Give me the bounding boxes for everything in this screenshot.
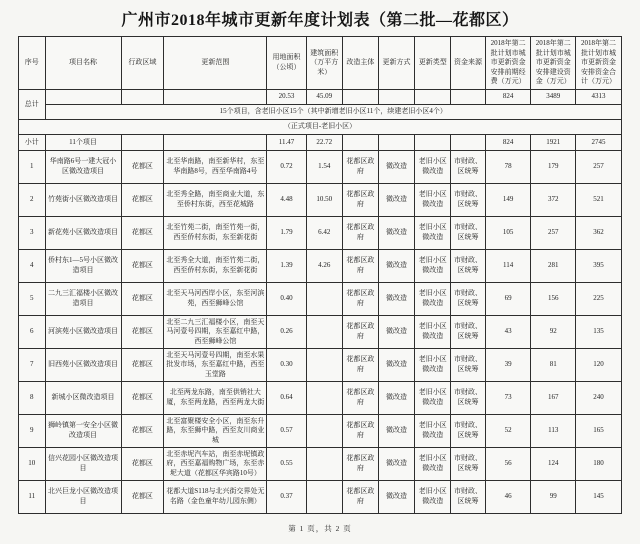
cell-district: 花都区 xyxy=(121,283,164,316)
cell-scope: 北至二九三汇福楼小区，南至天马河壹号四期，东至嘉红中路，西至狮峰公馆 xyxy=(164,316,267,349)
cell-type: 老旧小区微改造 xyxy=(415,481,451,514)
cell-subject: 花都区政府 xyxy=(342,415,378,448)
cell-district: 花都区 xyxy=(121,415,164,448)
cell-project-name: 狮岭镇第一安全小区微改造项目 xyxy=(45,415,121,448)
cell-build-fund: 257 xyxy=(531,217,576,250)
table-row xyxy=(19,448,622,481)
col-header-project-name: 项目名称 xyxy=(45,37,121,90)
cell-no: 9 xyxy=(19,415,46,448)
cell-method: 微改造 xyxy=(378,250,414,283)
table-cell xyxy=(164,90,267,105)
cell-type: 老旧小区微改造 xyxy=(415,349,451,382)
cell-no: 6 xyxy=(19,316,46,349)
cell-no: 1 xyxy=(19,151,46,184)
cell-type: 老旧小区微改造 xyxy=(415,151,451,184)
table-row xyxy=(19,415,622,448)
table-cell xyxy=(121,135,164,151)
cell-pre-fund: 52 xyxy=(485,415,531,448)
col-header-source: 资金来源 xyxy=(451,37,485,90)
col-header-type: 更新类型 xyxy=(415,37,451,90)
cell-district: 花都区 xyxy=(121,151,164,184)
cell-method: 微改造 xyxy=(378,283,414,316)
table-row xyxy=(19,349,622,382)
cell-scope: 北至竹苑二街，南至竹苑一街，西至侨村东街，东至新花街 xyxy=(164,217,267,250)
cell-source: 市财政、区统筹 xyxy=(451,250,485,283)
cell-pre-fund: 78 xyxy=(485,151,531,184)
cell-type: 老旧小区微改造 xyxy=(415,382,451,415)
plan-table xyxy=(18,36,622,514)
cell-subject: 花都区政府 xyxy=(342,382,378,415)
table-cell xyxy=(415,135,451,151)
cell-project-name: 河滨苑小区微改造项目 xyxy=(45,316,121,349)
cell-sum-fund: 135 xyxy=(576,316,622,349)
cell-build-fund: 81 xyxy=(531,349,576,382)
cell-sum-fund: 240 xyxy=(576,382,622,415)
cell-type: 老旧小区微改造 xyxy=(415,184,451,217)
cell-building-area xyxy=(306,349,342,382)
col-header-pre-fund: 2018年第二批计划市城市更新资金安排前期经费（万元） xyxy=(485,37,531,90)
cell-no: 10 xyxy=(19,448,46,481)
cell-project-name: 华南路6号一建大冠小区微改造项目 xyxy=(45,151,121,184)
cell-pre-fund: 73 xyxy=(485,382,531,415)
cell-build-fund: 113 xyxy=(531,415,576,448)
cell-sum-fund: 362 xyxy=(576,217,622,250)
cell-scope: 北至秀全路，南至商业大道，东至侨村东街，西至花城路 xyxy=(164,184,267,217)
table-cell xyxy=(342,135,378,151)
cell-pre-fund: 46 xyxy=(485,481,531,514)
cell-no: 5 xyxy=(19,283,46,316)
cell-district: 花都区 xyxy=(121,316,164,349)
cell-building-area xyxy=(306,481,342,514)
cell-building-area: 1.54 xyxy=(306,151,342,184)
cell-source: 市财政、区统筹 xyxy=(451,283,485,316)
cell-source: 市财政、区统筹 xyxy=(451,349,485,382)
cell-source: 市财政、区统筹 xyxy=(451,382,485,415)
table-row xyxy=(19,184,622,217)
col-header-total-fund: 2018年第二批计划市城市更新资金安排资金合计（万元） xyxy=(576,37,622,90)
subtotal-build-fund: 1921 xyxy=(531,135,576,151)
cell-district: 花都区 xyxy=(121,184,164,217)
cell-sum-fund: 225 xyxy=(576,283,622,316)
table-row xyxy=(19,250,622,283)
cell-scope: 北至天马河西岸小区，东至河滨苑，西至狮峰公馆 xyxy=(164,283,267,316)
table-body xyxy=(19,151,622,514)
cell-building-area xyxy=(306,382,342,415)
col-header-building-area: 建筑面积（万平方米） xyxy=(306,37,342,90)
cell-land-area: 0.40 xyxy=(267,283,306,316)
table-cell xyxy=(451,135,485,151)
cell-district: 花都区 xyxy=(121,481,164,514)
document-title: 广州市2018年城市更新年度计划表（第二批—花都区） xyxy=(121,12,519,29)
cell-build-fund: 372 xyxy=(531,184,576,217)
table-row xyxy=(19,217,622,250)
cell-pre-fund: 56 xyxy=(485,448,531,481)
cell-build-fund: 167 xyxy=(531,382,576,415)
cell-no: 3 xyxy=(19,217,46,250)
total-sum-fund: 4313 xyxy=(576,90,622,105)
col-header-land-area: 用地面积（公顷） xyxy=(267,37,306,90)
col-header-district: 行政区域 xyxy=(121,37,164,90)
cell-pre-fund: 43 xyxy=(485,316,531,349)
subtotal-pre-fund: 824 xyxy=(485,135,531,151)
cell-pre-fund: 114 xyxy=(485,250,531,283)
col-header-method: 更新方式 xyxy=(378,37,414,90)
cell-sum-fund: 257 xyxy=(576,151,622,184)
section-row xyxy=(19,120,622,135)
cell-subject: 花都区政府 xyxy=(342,448,378,481)
cell-land-area: 0.26 xyxy=(267,316,306,349)
col-header-subject: 改造主体 xyxy=(342,37,378,90)
table-row xyxy=(19,283,622,316)
cell-type: 老旧小区微改造 xyxy=(415,415,451,448)
cell-scope: 花都大道S118与北兴街交界处无名路（金色童年幼儿园东侧） xyxy=(164,481,267,514)
cell-land-area: 1.79 xyxy=(267,217,306,250)
cell-land-area: 0.30 xyxy=(267,349,306,382)
cell-source: 市财政、区统筹 xyxy=(451,217,485,250)
col-header-no: 序号 xyxy=(19,37,46,90)
cell-land-area: 1.39 xyxy=(267,250,306,283)
table-cell xyxy=(121,90,164,105)
cell-no: 11 xyxy=(19,481,46,514)
cell-building-area: 10.50 xyxy=(306,184,342,217)
table-cell xyxy=(342,90,378,105)
subtotal-label: 小计 xyxy=(19,135,46,151)
cell-source: 市财政、区统筹 xyxy=(451,448,485,481)
total-building-area: 45.09 xyxy=(306,90,342,105)
cell-building-area xyxy=(306,283,342,316)
total-note: 15个项目，含老旧小区15个（其中新增老旧小区11个，续建老旧小区4个） xyxy=(45,105,621,120)
cell-pre-fund: 69 xyxy=(485,283,531,316)
cell-method: 微改造 xyxy=(378,217,414,250)
cell-sum-fund: 120 xyxy=(576,349,622,382)
cell-sum-fund: 165 xyxy=(576,415,622,448)
cell-build-fund: 124 xyxy=(531,448,576,481)
cell-source: 市财政、区统筹 xyxy=(451,151,485,184)
total-pre-fund: 824 xyxy=(485,90,531,105)
cell-build-fund: 92 xyxy=(531,316,576,349)
cell-method: 微改造 xyxy=(378,184,414,217)
cell-build-fund: 179 xyxy=(531,151,576,184)
cell-project-name: 竹苑街小区微改造项目 xyxy=(45,184,121,217)
cell-subject: 花都区政府 xyxy=(342,316,378,349)
cell-method: 微改造 xyxy=(378,151,414,184)
col-header-scope: 更新范围 xyxy=(164,37,267,90)
cell-method: 微改造 xyxy=(378,448,414,481)
total-row xyxy=(19,90,622,105)
cell-sum-fund: 145 xyxy=(576,481,622,514)
cell-subject: 花都区政府 xyxy=(342,481,378,514)
subtotal-name: 11个项目 xyxy=(45,135,121,151)
cell-sum-fund: 180 xyxy=(576,448,622,481)
cell-source: 市财政、区统筹 xyxy=(451,481,485,514)
cell-scope: 北至秀全大道，南至竹苑二街，西至侨村东街，东至新花街 xyxy=(164,250,267,283)
cell-method: 微改造 xyxy=(378,481,414,514)
cell-method: 微改造 xyxy=(378,316,414,349)
section-label: （正式项目-老旧小区） xyxy=(19,120,622,135)
cell-district: 花都区 xyxy=(121,349,164,382)
cell-scope: 北至富聚楼安全小区，南至东升路，东至狮中路，西至友川商业城 xyxy=(164,415,267,448)
cell-subject: 花都区政府 xyxy=(342,283,378,316)
cell-pre-fund: 105 xyxy=(485,217,531,250)
cell-no: 8 xyxy=(19,382,46,415)
cell-project-name: 新花苑小区微改造项目 xyxy=(45,217,121,250)
cell-method: 微改造 xyxy=(378,349,414,382)
cell-scope: 北至天马河壹号四期，南至水果批发市场，东至嘉红中路，西至玉堂路 xyxy=(164,349,267,382)
cell-build-fund: 99 xyxy=(531,481,576,514)
cell-scope: 北至华南路，南至新华村，东至华南路8号，西至华南路4号 xyxy=(164,151,267,184)
cell-method: 微改造 xyxy=(378,382,414,415)
cell-no: 4 xyxy=(19,250,46,283)
cell-subject: 花都区政府 xyxy=(342,250,378,283)
cell-no: 2 xyxy=(19,184,46,217)
cell-sum-fund: 521 xyxy=(576,184,622,217)
cell-project-name: 信兴花园小区微改造项目 xyxy=(45,448,121,481)
cell-source: 市财政、区统筹 xyxy=(451,316,485,349)
cell-subject: 花都区政府 xyxy=(342,349,378,382)
cell-district: 花都区 xyxy=(121,382,164,415)
cell-pre-fund: 39 xyxy=(485,349,531,382)
cell-project-name: 侨村东1—5号小区微改造项目 xyxy=(45,250,121,283)
col-header-build-fund: 2018年第二批计划市城市更新资金安排建设资金（万元） xyxy=(531,37,576,90)
cell-land-area: 0.64 xyxy=(267,382,306,415)
cell-source: 市财政、区统筹 xyxy=(451,415,485,448)
cell-build-fund: 281 xyxy=(531,250,576,283)
total-land-area: 20.53 xyxy=(267,90,306,105)
table-row xyxy=(19,151,622,184)
cell-type: 老旧小区微改造 xyxy=(415,448,451,481)
cell-project-name: 新城小区微改造项目 xyxy=(45,382,121,415)
cell-type: 老旧小区微改造 xyxy=(415,217,451,250)
cell-land-area: 0.55 xyxy=(267,448,306,481)
table-cell xyxy=(45,90,121,105)
cell-project-name: 旧西苑小区微改造项目 xyxy=(45,349,121,382)
cell-type: 老旧小区微改造 xyxy=(415,283,451,316)
cell-land-area: 4.48 xyxy=(267,184,306,217)
cell-pre-fund: 149 xyxy=(485,184,531,217)
cell-scope: 北至两龙东路，南至供销社大厦，东至两龙路，西至两龙大街 xyxy=(164,382,267,415)
cell-method: 微改造 xyxy=(378,415,414,448)
cell-building-area: 6.42 xyxy=(306,217,342,250)
cell-type: 老旧小区微改造 xyxy=(415,316,451,349)
table-header-row xyxy=(19,37,622,90)
subtotal-row xyxy=(19,135,622,151)
total-label: 总计 xyxy=(19,90,46,120)
cell-no: 7 xyxy=(19,349,46,382)
cell-land-area: 0.57 xyxy=(267,415,306,448)
table-row xyxy=(19,382,622,415)
cell-project-name: 二九三汇福楼小区微改造项目 xyxy=(45,283,121,316)
cell-subject: 花都区政府 xyxy=(342,217,378,250)
table-cell xyxy=(415,90,451,105)
table-row xyxy=(19,481,622,514)
cell-building-area xyxy=(306,316,342,349)
subtotal-land-area: 11.47 xyxy=(267,135,306,151)
cell-scope: 北至赤坭汽车站，南至赤坭镇政府，西至嘉福购物广场，东至赤坭大道（花都区华宾路10号） xyxy=(164,448,267,481)
table-cell xyxy=(378,135,414,151)
cell-district: 花都区 xyxy=(121,448,164,481)
total-note-row xyxy=(19,105,622,120)
cell-type: 老旧小区微改造 xyxy=(415,250,451,283)
cell-subject: 花都区政府 xyxy=(342,151,378,184)
cell-building-area: 4.26 xyxy=(306,250,342,283)
cell-district: 花都区 xyxy=(121,250,164,283)
cell-building-area xyxy=(306,448,342,481)
page-number: 第 1 页，共 2 页 xyxy=(288,524,352,533)
cell-land-area: 0.72 xyxy=(267,151,306,184)
cell-source: 市财政、区统筹 xyxy=(451,184,485,217)
table-cell xyxy=(451,90,485,105)
cell-subject: 花都区政府 xyxy=(342,184,378,217)
cell-project-name: 北兴巨龙小区微改造项目 xyxy=(45,481,121,514)
subtotal-building-area: 22.72 xyxy=(306,135,342,151)
cell-building-area xyxy=(306,415,342,448)
cell-build-fund: 156 xyxy=(531,283,576,316)
table-cell xyxy=(378,90,414,105)
table-row xyxy=(19,316,622,349)
total-build-fund: 3489 xyxy=(531,90,576,105)
subtotal-sum-fund: 2745 xyxy=(576,135,622,151)
cell-sum-fund: 395 xyxy=(576,250,622,283)
table-cell xyxy=(164,135,267,151)
cell-district: 花都区 xyxy=(121,217,164,250)
cell-land-area: 0.37 xyxy=(267,481,306,514)
